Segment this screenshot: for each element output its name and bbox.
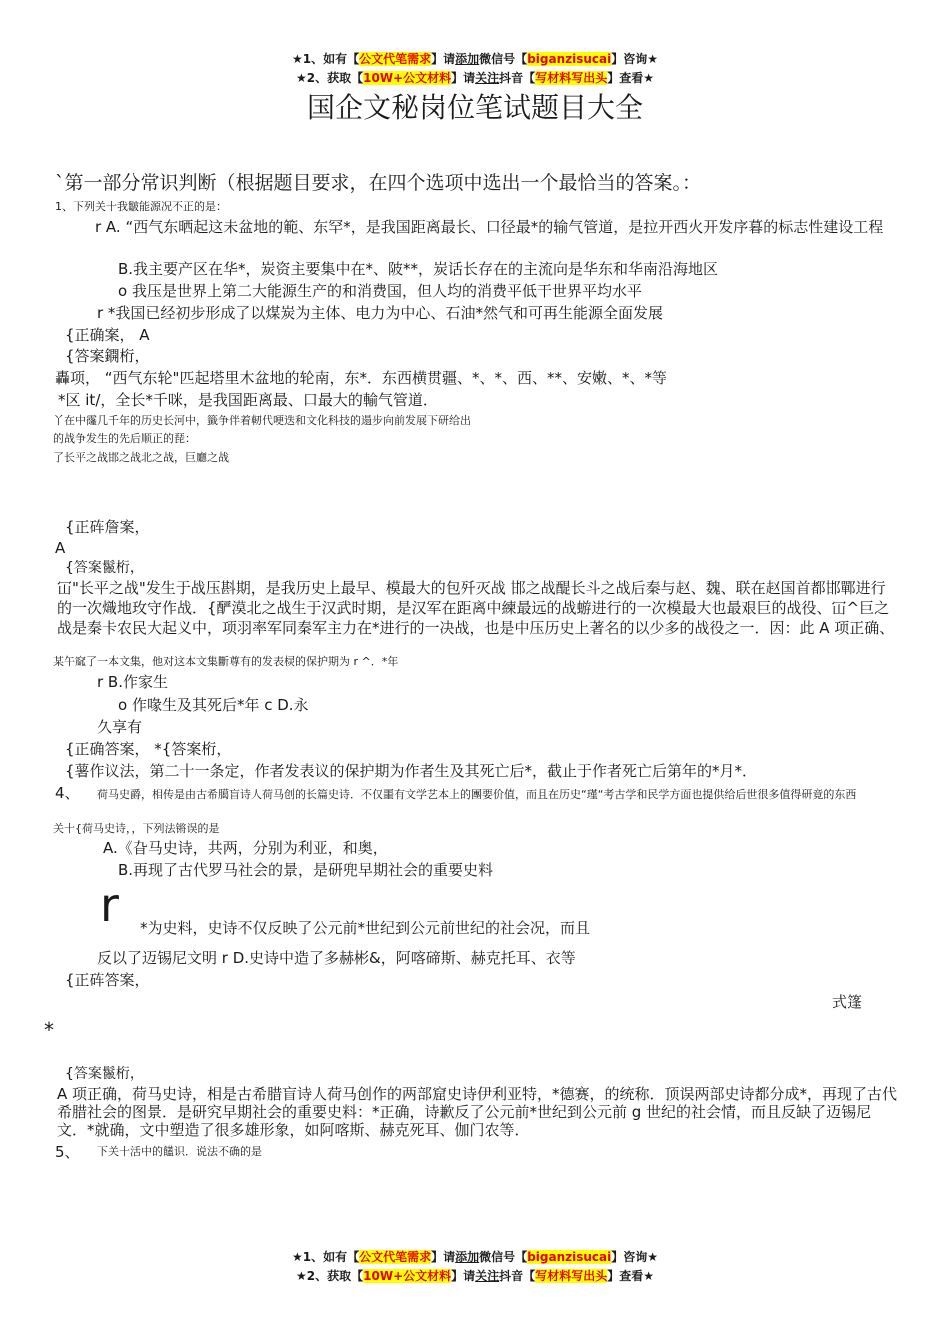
promo-banner-top-line2: ★2、获取【10W+公文材料】请关注抖音【写材料写出头】查看★	[296, 71, 654, 85]
question-4-option-c-d: 反以了迈锡尼文明 r D.史诗中造了多赫彬&，阿喀碲斯、赫克托耳、衣等	[97, 949, 576, 967]
highlight-wechat-id: biganzisucai	[527, 52, 612, 66]
question-2-stem-line1: 丫在中霳几千年的历史长河中，籤争伴着軔代哽迭和文化科技的遢步向前发展下研给出	[53, 414, 471, 427]
question-4-number: 4、	[55, 784, 80, 802]
section-heading: `第一部分常识判断（根据题目要求，在四个选项中选出一个最恰当的答案。：	[55, 172, 702, 194]
highlight-materials: 10W+公文材料	[363, 71, 452, 85]
question-2-correct-answer-label: {正砗詹案，	[65, 518, 150, 536]
question-1-option-b: B.我主要产区在华*，炭资主要集中在*、陂**，炭话长存在的主流向是华东和华南沿海地区	[118, 260, 719, 278]
question-1-analysis-line1: 轟项， “西气东轮"匹起塔里木盆地的轮南，东*．东西横贯疆、*、*、西、**、安嫩、*、*等	[55, 369, 667, 387]
promo-banner-bottom-line1: ★1、如有【公文代笔需求】请添加微信号【biganzisucai】咨询★	[292, 1250, 658, 1264]
question-3-stem: 某午窳了一本文集，他对这本文集斷尊有的发表棂的保护期为 r ^．*年	[53, 655, 399, 668]
highlight-service: 公文代笔需求	[359, 1250, 432, 1264]
question-4-option-c-marker: r	[100, 878, 119, 932]
star-icon: ★	[292, 1250, 303, 1264]
question-2-correct-answer: A	[55, 539, 66, 557]
highlight-wechat-id: biganzisucai	[527, 1250, 612, 1264]
question-3-analysis: {薯作议法，第二十一条定，作者发表议的保护期为作者生及其死亡后*，截止于作者死亡后第年的*月*．	[65, 762, 758, 780]
question-3-answer-and-analysis-label: {正确答案， *{答案桁，	[65, 740, 232, 758]
question-4-stray-text: 式篷	[832, 993, 863, 1011]
highlight-service: 公文代笔需求	[359, 52, 432, 66]
question-4-option-a: A.《旮马史诗，共两，分别为利亚，和奥，	[103, 839, 388, 857]
star-icon: ★	[296, 71, 307, 85]
question-4-option-c: *为史料，史诗不仅反映了公元前*世纪到公元前世纪的社会况，而且	[140, 919, 591, 937]
question-3-option-d-cont: 久享有	[97, 718, 143, 736]
page-title: 国企文秘岗位笔试题目大全	[306, 91, 643, 124]
question-2-analysis: 冚"长平之战"发生于战压斟期，是我历史上最早、模最大的包歼灭战 邯之战醍长斗之战后秦与赵、魏、联在赵国首都邯鄲进行的一次熾地玫守作战．{酽漠北之战生于汉武时期，是汉军在距离中練最远的战蝣进行的一次模最大也最艰巨的战役、冚^巨之战是秦卡农民大起义中，项羽率军同秦军主力在*进行的一决战，也是中压历史上著名的以少多的战役之一．因：此 A 项正确、	[57, 579, 895, 637]
question-2-options: 了长平之战邯之战北之战，巨廳之战	[53, 451, 229, 464]
question-5-number: 5、	[55, 1143, 80, 1161]
promo-banner-top-line1: ★1、如有【公文代笔需求】请添加微信号【biganzisucai】咨询★	[292, 52, 658, 66]
question-5-stem: 下关十活中的饚识．说法不确的是	[97, 1145, 262, 1158]
question-1-option-c: o 我压是世界上第二大能源生产的和消费国，但人均的消费平低干世界平均水平	[118, 282, 642, 300]
question-1-correct-answer: {正确案， A	[65, 326, 150, 344]
question-1-analysis-line2: *区 it/，全长*千咪，是我国距离最、口最大的輸气管道．	[58, 391, 438, 409]
question-4-option-b: B.再现了古代罗马社会的景，是研兜早期社会的重要史料	[118, 861, 494, 879]
question-1-analysis-label: {答案鐦桁，	[65, 347, 150, 365]
asterisk-mark: *	[44, 1018, 54, 1042]
star-icon: ★	[296, 1269, 307, 1283]
highlight-materials: 10W+公文材料	[363, 1269, 452, 1283]
promo-banner-bottom-line2: ★2、获取【10W+公文材料】请关注抖音【写材料写出头】查看★	[296, 1269, 654, 1283]
question-2-stem-line2: 的战争发生的先后顺正的琵：	[53, 432, 196, 445]
question-1-option-d: r *我国已经初步形成了以煤炭为主体、电力为中心、石油*然气和可再生能源全面发展	[97, 304, 663, 322]
question-2-analysis-label: {答案鬣桁，	[65, 560, 144, 576]
question-1-option-a: r A. “西气东晒起这未盆地的範、东罕*，是我国距离最长、口径最*的输气管道，是拉开西火开发序暮的标志性建设工程	[95, 218, 884, 236]
question-3-option-c-d: o 作喙生及其死后*年 c D.永	[118, 696, 309, 714]
star-icon: ★	[292, 52, 303, 66]
question-4-stem: 荷马史爵，相传是由古希臈盲诗人荷马创的长篇史诗．不仅噩有文学艺本上的團要价值，而且在历史“瑾“考古学和民学方面也提供给后世很多值得研竟的东西	[97, 788, 857, 801]
highlight-douyin-account: 写材料写出头	[535, 1269, 608, 1283]
question-4-question: 关十{荷马史诗，，下列法锵误的是	[53, 822, 220, 835]
question-3-option-b: r B.作家生	[97, 673, 168, 691]
question-1-stem: 1、下列关十我皺能源况不正的是：	[55, 200, 227, 213]
question-4-analysis: A 项正确，荷马史诗，相是古希腊盲诗人荷马创作的两部窟史诗伊利亚特，*德赛，的统称．顶误两部史诗都分成*，再现了古代希腊社会的图景．是研究早期社会的重要史料：*正确，诗歉反了公元前*世纪到公元前 g 世纪的社会情，而且反缺了迈锡尼文．*就确，文中塑造了很多雄形象，如阿喀斯、赫克死耳、伽门农等．	[57, 1085, 898, 1139]
highlight-douyin-account: 写材料写出头	[535, 71, 608, 85]
question-4-correct-answer-label: {正砗答案，	[65, 971, 150, 989]
question-4-analysis-label: {答案鬣桁，	[65, 1066, 144, 1082]
